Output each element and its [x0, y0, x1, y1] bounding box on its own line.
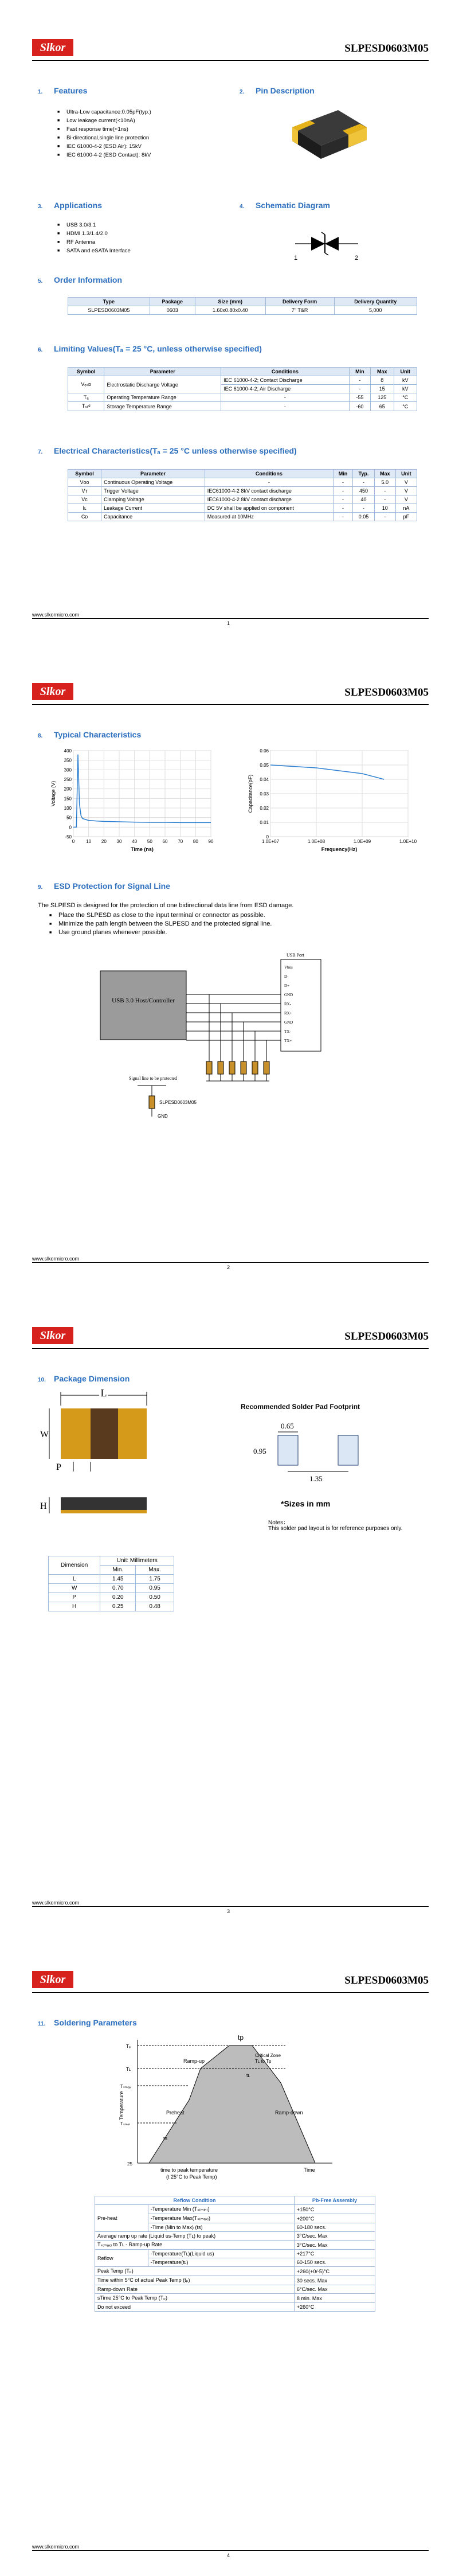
y-tick-label: 350 — [64, 758, 72, 763]
page-number: 4 — [227, 2552, 230, 2558]
page-3 — [0, 1288, 455, 1932]
footer-url: www.slkormicro.com — [32, 612, 80, 618]
section-schematic: 4. Schematic Diagram — [240, 201, 330, 210]
esd-device — [264, 1061, 269, 1074]
x-tick-label: 1.0E+08 — [307, 839, 325, 844]
y-tick-label: 250 — [64, 777, 72, 782]
table-row: Vᴄ Clamping Voltage IEC61000-4-2 8kV contact discharge - 40 - V — [68, 495, 417, 504]
esd-device — [218, 1061, 223, 1074]
svg-text:Tʟ to Tp: Tʟ to Tp — [255, 2059, 272, 2064]
table-header: Delivery Form — [265, 298, 334, 306]
svg-text:Critical Zone: Critical Zone — [255, 2053, 281, 2058]
table-row: L 1.45 1.75 — [49, 1575, 174, 1584]
table-row: -Temperature Max(Tₛ₍ₘₐₓ₎) +200°C — [95, 2214, 375, 2223]
table-row: SLPESD0603M05 0603 1.60x0.80x0.40 7" T&R 5,000 — [68, 306, 417, 315]
section-pin-description: 2. Pin Description — [240, 86, 315, 95]
x-tick-label: 70 — [178, 839, 183, 844]
x-tick-label: 1.0E+07 — [261, 839, 280, 844]
list-item: ■ Bi-directional,single line protection — [57, 134, 151, 142]
x-tick-label: 60 — [162, 839, 168, 844]
limiting-values-table: Symbol Parameter Conditions Min Max Unit Vₑₛᴅ Electrostatic Discharge Voltage IEC 61000-4-2; Contact Discharge - 8 kV IEC 61000-4-2; Air Discharge - 15 kV Tₐ Operating Temperature Range - -55 125 °C Tₛₜᵍ Storage Temperature Range - -60 65 °C — [68, 367, 417, 411]
part-number: SLPESD0603M05 — [344, 1330, 429, 1342]
y-tick-label: 400 — [64, 748, 72, 754]
section-electrical: 7. Electrical Characteristics(Tₐ = 25 °C unless otherwise specified) — [38, 446, 297, 455]
signal-label: Signal line to be protected — [129, 1076, 177, 1081]
esd-device — [252, 1061, 258, 1074]
page-header — [32, 682, 429, 705]
table-row: Do not exceed +260°C — [95, 2303, 375, 2312]
svg-text:ts: ts — [163, 2136, 168, 2141]
electrical-table: Symbol Parameter Conditions Min Typ. Max Unit Vᴏᴏ Continuous Operating Voltage - - - 5.0 V Vᴛ Trigger Voltage IEC61000-4-2 8kV contact discharge - 450 - V Vᴄ Clamping Voltage IEC61000-4-2 8kV contact discharge - 40 - V Iʟ Leakage Current DC 5V shall be applied on component - - 10 nA Cᴅ Capacitance Measured at 10MHz - 0.05 - pF — [68, 469, 417, 521]
x-tick-label: 80 — [193, 839, 198, 844]
x-tick-label: 50 — [147, 839, 152, 844]
port-pin-label: GND — [284, 1020, 293, 1025]
port-pin-label: GND — [284, 993, 293, 997]
footer-url: www.slkormicro.com — [32, 1256, 80, 1262]
pin-1-label: 1 — [294, 255, 298, 261]
section-esd-protection: 9. ESD Protection for Signal Line — [38, 881, 171, 891]
page-4 — [0, 1932, 455, 2576]
table-row: Iʟ Leakage Current DC 5V shall be applied on component - - 10 nA — [68, 504, 417, 513]
y-tick-label: 0 — [69, 825, 72, 830]
y-tick-label: 0.01 — [260, 820, 269, 825]
svg-text:Tₛₘᵢₙ: Tₛₘᵢₙ — [120, 2121, 131, 2126]
y-tick-label: 150 — [64, 796, 72, 802]
dim-w-label: W — [40, 1430, 49, 1439]
port-pin-label: TX- — [284, 1029, 291, 1034]
table-row: Peak Temp (Tₚ) +260(+0/-5)°C — [95, 2267, 375, 2276]
svg-text:Temperature: Temperature — [119, 2091, 124, 2120]
port-pin-label: D- — [284, 974, 289, 979]
reflow-profile-diagram — [115, 2034, 355, 2189]
x-tick-label: 1.0E+09 — [353, 839, 371, 844]
port-pin-label: RX- — [284, 1002, 292, 1006]
list-item: ■ USB 3.0/3.1 — [57, 221, 131, 229]
table-row: -Temperature(tʟ) 60-150 secs. — [95, 2258, 375, 2267]
section-package: 10. Package Dimension — [38, 1374, 130, 1383]
port-pin-label: Vbus — [284, 965, 293, 970]
list-item: ■ IEC 61000-4-2 (ESD Contact): 8kV — [57, 151, 151, 159]
table-row: H 0.25 0.48 — [49, 1602, 174, 1611]
dim-p-label: P — [56, 1462, 61, 1472]
port-pin-label: TX+ — [284, 1039, 292, 1043]
page-footer — [32, 612, 429, 626]
features-list — [57, 108, 151, 159]
voltage-time-chart — [49, 746, 221, 867]
svg-text:Tₚ: Tₚ — [126, 2044, 131, 2049]
y-tick-label: 0.02 — [260, 806, 269, 811]
package-dimension-drawing — [38, 1388, 210, 1543]
table-row: Ramp-down Rate 6°C/sec. Max — [95, 2285, 375, 2294]
section-order: 5. Order Information — [38, 275, 123, 284]
page-2 — [0, 644, 455, 1288]
page-1 — [0, 0, 455, 644]
svg-text:tʟ: tʟ — [246, 2072, 250, 2078]
dim-h-label: H — [40, 1501, 47, 1511]
svg-text:Tₛₘₐₓ: Tₛₘₐₓ — [120, 2084, 131, 2089]
esd-application-diagram — [97, 948, 361, 1120]
order-table — [68, 297, 417, 315]
table-row: -Time (Min to Max) (ts) 60-180 secs. — [95, 2223, 375, 2232]
list-item: ■ Minimize the path length between the SLPESD and the protected signal line. — [49, 920, 272, 928]
notes-text: This solder pad layout is for reference purposes only. — [268, 1525, 403, 1532]
x-tick-label: 90 — [208, 839, 214, 844]
section-features: 1. Features — [38, 86, 88, 95]
svg-text:Preheat: Preheat — [166, 2110, 185, 2116]
esd-device — [229, 1061, 235, 1074]
pad-width-label: 0.65 — [281, 1422, 294, 1430]
page-footer — [32, 2544, 429, 2558]
dimension-table: Dimension Unit: Millimeters Min. Max. L 1.45 1.75 W 0.70 0.95 P 0.20 0.50 H 0.25 0.48 — [48, 1556, 174, 1611]
table-row: Cᴅ Capacitance Measured at 10MHz - 0.05 - pF — [68, 513, 417, 521]
table-row: sTime 25°C to Peak Temp (Tₚ) 8 min. Max — [95, 2294, 375, 2303]
table-row: P 0.20 0.50 — [49, 1593, 174, 1602]
list-item: ■ Fast response time(<1ns) — [57, 125, 151, 134]
package-3d-image — [281, 104, 372, 167]
pin-2-label: 2 — [355, 255, 359, 261]
x-axis-label: Frequency(Hz) — [321, 846, 358, 852]
table-row: Vᴛ Trigger Voltage IEC61000-4-2 8kV contact discharge - 450 - V — [68, 487, 417, 495]
table-row: Pre-heat -Temperature Min (Tₛ₍ₘᵢₙ₎) +150°C — [95, 2205, 375, 2214]
esd-device — [241, 1061, 246, 1074]
esd-intro: The SLPESD is designed for the protection of one bidirectional data line from ESD damage. — [38, 902, 294, 909]
list-item: ■ Place the SLPESD as close to the input terminal or connector as possible. — [49, 911, 272, 920]
brand-logo: Slkor — [32, 1971, 73, 1988]
table-header: Type — [68, 298, 150, 306]
page-number: 2 — [227, 1264, 230, 1270]
section-soldering: 11. Soldering Parameters — [38, 2018, 137, 2027]
y-tick-label: 100 — [64, 806, 72, 811]
table-row: Vᴏᴏ Continuous Operating Voltage - - - 5.0 V — [68, 478, 417, 487]
svg-text:tp: tp — [238, 2034, 244, 2042]
pad-footprint-title: Recommended Solder Pad Footprint — [241, 1403, 360, 1411]
svg-text:Tʟ: Tʟ — [126, 2067, 131, 2072]
table-header: Size (mm) — [195, 298, 265, 306]
y-axis-label: Capacitance(pF) — [248, 774, 253, 813]
y-tick-label: 0.04 — [260, 777, 269, 782]
pad-footprint-drawing — [246, 1417, 395, 1497]
port-pin-label: RX+ — [284, 1011, 292, 1016]
list-item: ■ Ultra-Low capacitance:0.05pF(typ.) — [57, 108, 151, 116]
sizes-note: *Sizes in mm — [281, 1499, 331, 1508]
x-tick-label: 20 — [101, 839, 107, 844]
applications-list — [57, 221, 131, 255]
y-tick-label: -50 — [65, 834, 72, 840]
x-tick-label: 10 — [86, 839, 92, 844]
gnd-label: GND — [158, 1114, 168, 1119]
notes-label: Notes： — [268, 1520, 289, 1526]
section-typical: 8. Typical Characteristics — [38, 730, 142, 739]
table-row: Reflow -Temperature(Tʟ)(Liquid us) +217°C — [95, 2250, 375, 2258]
reflow-table: Reflow Condition Pb-Free Assembly Pre-heat -Temperature Min (Tₛ₍ₘᵢₙ₎) +150°C -Temperature Max(Tₛ₍ₘₐₓ₎) +200°C -Time (Min to Max) (ts) 60-180 secs. Average ramp up rate (Liquid us-Temp (Tʟ) to peak) 3°C/sec. Max Tₛ₍ₘₐₓ₎ to Tʟ - Ramp-up Rate 3°C/sec. Max Reflow -Temperature(Tʟ)(Liquid us) +217°C -Temperature(tʟ) 60-150 secs. Peak Temp (Tₚ) +260(+0/-5)°C Time within 5°C of actual Peak Temp (tₚ) 30 secs. Max Ramp-down Rate 6°C/sec. Max sTime 25°C to Peak Temp (Tₚ) 8 min. Max Do not exceed +260°C — [95, 2196, 375, 2312]
part-number: SLPESD0603M05 — [344, 42, 429, 54]
y-tick-label: 300 — [64, 767, 72, 773]
brand-logo: Slkor — [32, 39, 73, 56]
page-number: 3 — [227, 1908, 230, 1914]
page-header — [32, 1326, 429, 1349]
list-item: ■ Use ground planes whenever possible. — [49, 928, 272, 937]
x-tick-label: 40 — [132, 839, 138, 844]
table-row: Tₛₜᵍ Storage Temperature Range - -60 65 °C — [68, 402, 417, 411]
list-item: ■ IEC 61000-4-2 (ESD Air): 15kV — [57, 142, 151, 151]
host-label: USB 3.0 Host/Controller — [112, 997, 175, 1004]
page-header — [32, 38, 429, 61]
part-number: SLPESD0603M05 — [344, 686, 429, 698]
svg-text:25: 25 — [127, 2161, 132, 2167]
y-tick-label: 0.06 — [260, 748, 269, 754]
y-tick-label: 200 — [64, 786, 72, 792]
x-tick-label: 1.0E+10 — [399, 839, 417, 844]
list-item: ■ HDMI 1.3/1.4/2.0 — [57, 229, 131, 238]
table-row: Vₑₛᴅ Electrostatic Discharge Voltage IEC 61000-4-2; Contact Discharge - 8 kV — [68, 376, 417, 385]
pad-height-label: 0.95 — [253, 1447, 266, 1455]
svg-text:(t 25°C to Peak Temp): (t 25°C to Peak Temp) — [166, 2174, 217, 2180]
x-axis-label: Time (ns) — [131, 846, 154, 852]
list-item: ■ Low leakage current(<10nA) — [57, 116, 151, 125]
table-row: Average ramp up rate (Liquid us-Temp (Tʟ) to peak) 3°C/sec. Max — [95, 2232, 375, 2241]
esd-device — [206, 1061, 212, 1074]
page-number: 1 — [227, 620, 230, 626]
y-tick-label: 0 — [266, 834, 269, 840]
list-item: ■ SATA and eSATA Interface — [57, 247, 131, 255]
part-number: SLPESD0603M05 — [344, 1974, 429, 1986]
plot-area — [73, 751, 211, 837]
x-tick-label: 30 — [116, 839, 122, 844]
x-tick-label: 0 — [72, 839, 75, 844]
port-pin-label: D+ — [284, 983, 290, 988]
y-tick-label: 0.05 — [260, 763, 269, 768]
y-axis-label: Voltage (V) — [50, 780, 56, 807]
svg-text:Time: Time — [304, 2167, 315, 2173]
table-row: Tₐ Operating Temperature Range - -55 125 °C — [68, 393, 417, 402]
page-footer — [32, 1900, 429, 1914]
footer-url: www.slkormicro.com — [32, 1900, 80, 1906]
y-tick-label: 50 — [66, 815, 72, 821]
esd-list — [49, 911, 272, 937]
table-row: W 0.70 0.95 — [49, 1584, 174, 1593]
tvs-diode-symbol — [289, 227, 364, 267]
y-tick-label: 0.03 — [260, 791, 269, 797]
table-header: Package — [150, 298, 195, 306]
section-limiting-values: 6. Limiting Values(Tₐ = 25 °C, unless otherwise specified) — [38, 344, 262, 353]
dim-l-label: L — [100, 1388, 107, 1399]
svg-text:time to peak temperature: time to peak temperature — [160, 2167, 218, 2173]
device-label: SLPESD0603M05 — [159, 1100, 197, 1105]
list-item: ■ RF Antenna — [57, 238, 131, 247]
table-row: Tₛ₍ₘₐₓ₎ to Tʟ - Ramp-up Rate 3°C/sec. Max — [95, 2241, 375, 2250]
section-applications: 3. Applications — [38, 201, 103, 210]
page-footer — [32, 1256, 429, 1270]
brand-logo: Slkor — [32, 683, 73, 700]
page-header — [32, 1970, 429, 1993]
table-header: Delivery Quantity — [334, 298, 417, 306]
port-label: USB Port — [287, 953, 304, 958]
pad-gap-label: 1.35 — [309, 1474, 323, 1483]
table-row: Time within 5°C of actual Peak Temp (tₚ) 30 secs. Max — [95, 2276, 375, 2285]
svg-text:Ramp-down: Ramp-down — [275, 2110, 303, 2116]
capacitance-frequency-chart — [246, 746, 418, 867]
svg-text:Ramp-up: Ramp-up — [183, 2058, 205, 2064]
table-row: IEC 61000-4-2; Air Discharge - 15 kV — [68, 385, 417, 393]
brand-logo: Slkor — [32, 1327, 73, 1344]
footer-url: www.slkormicro.com — [32, 2544, 80, 2550]
